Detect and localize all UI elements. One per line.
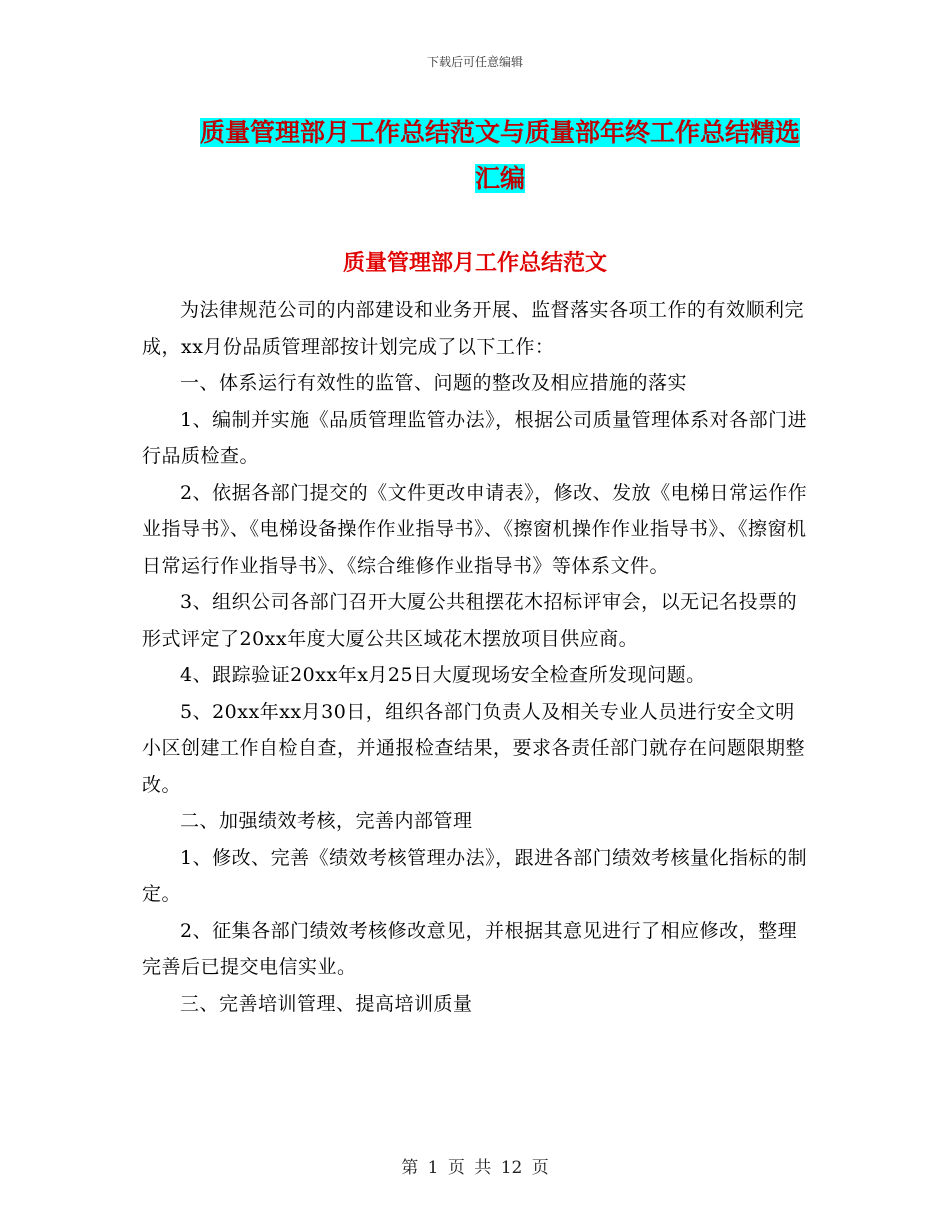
paragraph: 三、完善培训管理、提高培训质量 [180, 992, 473, 1015]
document-title [190, 110, 810, 202]
paragraph: 4、跟踪验证20xx年x月25日大厦现场安全检查所发现问题。 [180, 664, 706, 686]
paragraph: 为法律规范公司的内部建设和业务开展、监督落实各项工作的有效顺利完成，xx月份品质管理部按计划完成了以下工作： [142, 299, 805, 358]
paragraph: 2、依据各部门提交的《文件更改申请表》，修改、发放《电梯日常运作作业指导书》、《电梯设备操作作业指导书》、《擦窗机操作作业指导书》、《擦窗机日常运行作业指导书》、《综合维修作业指导书》等体系文件。 [142, 481, 808, 577]
paragraph: 1、修改、完善《绩效考核管理办法》，跟进各部门绩效考核量化指标的制定。 [142, 846, 808, 905]
paragraph: 一、体系运行有效性的监管、问题的整改及相应措施的落实 [180, 372, 688, 394]
page-number: 第 1 页 共 12 页 [401, 1158, 549, 1178]
page-header-note: 下载后可任意编辑 [426, 55, 523, 69]
paragraph: 3、组织公司各部门召开大厦公共租摆花木招标评审会，以无记名投票的形式评定了20xx年度大厦公共区域花木摆放项目供应商。 [142, 591, 798, 650]
document-body [142, 292, 810, 1022]
paragraph: 5、20xx年xx月30日，组织各部门负责人及相关专业人员进行安全文明小区创建工作自检自查，并通报检查结果，要求各责任部门就存在问题限期整改。 [142, 700, 806, 796]
paragraph: 2、征集各部门绩效考核修改意见，并根据其意见进行了相应修改，整理完善后已提交电信实业。 [142, 919, 798, 978]
section-title: 质量管理部月工作总结范文 [342, 251, 607, 276]
document-title-text: 质量管理部月工作总结范文与质量部年终工作总结精选汇编 [199, 118, 800, 193]
paragraph: 二、加强绩效考核，完善内部管理 [180, 810, 473, 832]
paragraph: 1、编制并实施《品质管理监管办法》，根据公司质量管理体系对各部门进行品质检查。 [142, 408, 808, 467]
